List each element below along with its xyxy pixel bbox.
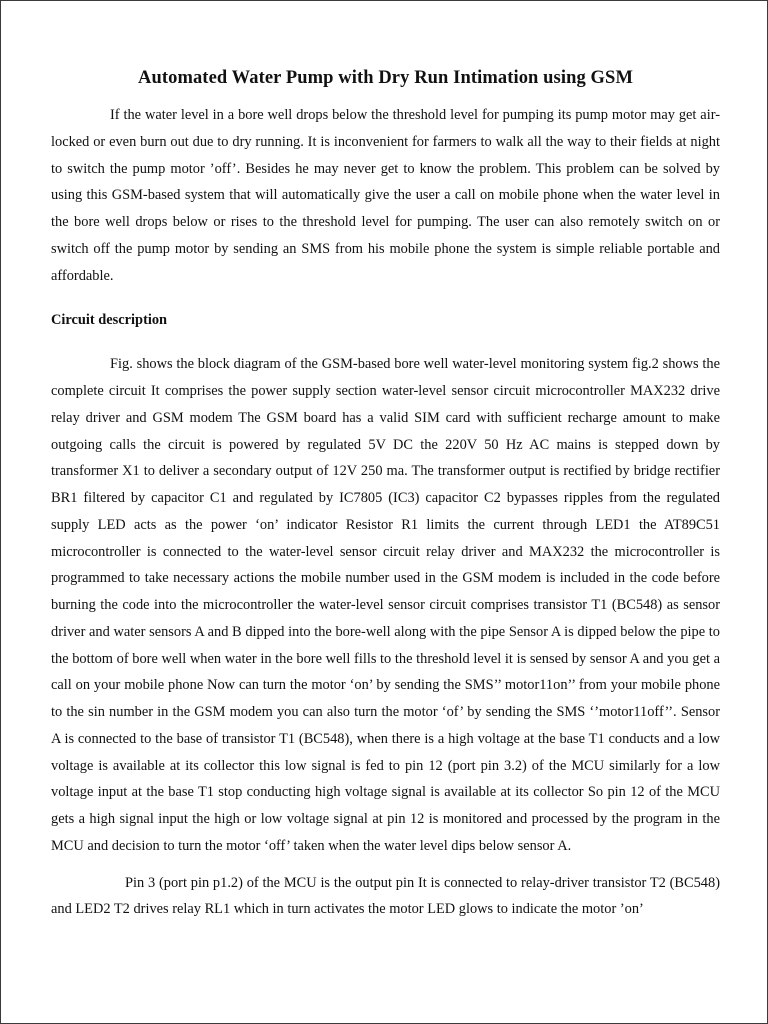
circuit-description-paragraph: Fig. shows the block diagram of the GSM-based bore well water-level monitoring system fig.2 shows the complete circuit It comprises the power supply section water-level sensor circuit microcontroller MAX232 drive relay driver and GSM modem The GSM board has a valid SIM card with sufficient recharge amount to make outgoing calls the circuit is powered by regulated 5V DC the 220V 50 Hz AC mains is stepped down by transformer X1 to deliver a secondary output of 12V 250 ma. The transformer output is rectified by bridge rectifier BR1 filtered by capacitor C1 and regulated by IC7805 (IC3) capacitor C2 bypasses ripples from the regulated supply LED acts as the power ‘on’ indicator Resistor R1 limits the current through LED1 the AT89C51 microcontroller is connected to the water-level sensor circuit relay driver and MAX232 the microcontroller is programmed to take necessary actions the mobile number used in the GSM modem is included in the code before burning the code into the microcontroller the water-level sensor circuit comprises transistor T1 (BC548) as sensor driver and water sensors A and B dipped into the bore-well along with the pipe Sensor A is dipped below the pipe to the bottom of bore well when water in the bore well fills to the threshold level it is sensed by sensor A and you get a call on your mobile phone Now can turn the motor ‘on’ by sending the SMS’’ motor11on’’ from your mobile phone to the sin number in the GSM modem you can also turn the motor ‘of’ by sending the SMS ‘’motor11off’’. Sensor A is connected to the base of transistor T1 (BC548), when there is a high voltage at the base T1 conducts and a low voltage is available at its collector this low signal is fed to pin 12 (port pin 3.2) of the MCU similarly for a low voltage input at the base T1 stop conducting high voltage signal is available at its collector So pin 12 of the MCU gets a high signal input the high or low voltage signal at pin 12 is monitored and processed by the program in the MCU and decision to turn the motor ‘off’ taken when the water level dips below sensor A.: [51, 356, 720, 854]
document-title: Automated Water Pump with Dry Run Intimation using GSM: [137, 68, 634, 88]
output-pin-paragraph: Pin 3 (port pin p1.2) of the MCU is the output pin It is connected to relay-driver transistor T2 (BC548) and LED2 T2 drives relay RL1 which in turn activates the motor LED glows to indicate the motor ’on’: [51, 874, 720, 918]
section-heading: Circuit description: [51, 312, 168, 329]
document-body: [51, 63, 720, 923]
intro-paragraph: If the water level in a bore well drops below the threshold level for pumping its pump motor may get air-locked or even burn out due to dry running. It is inconvenient for farmers to walk all the way to their fields at night to switch the pump motor ’off’. Besides he may never get to know the problem. This problem can be solved by using this GSM-based system that will automatically give the user a call on mobile phone when the water level in the bore well drops below or rises to the threshold level for pumping. The user can also remotely switch on or switch off the pump motor by sending an SMS from his mobile phone the system is simple reliable portable and affordable.: [51, 107, 720, 284]
